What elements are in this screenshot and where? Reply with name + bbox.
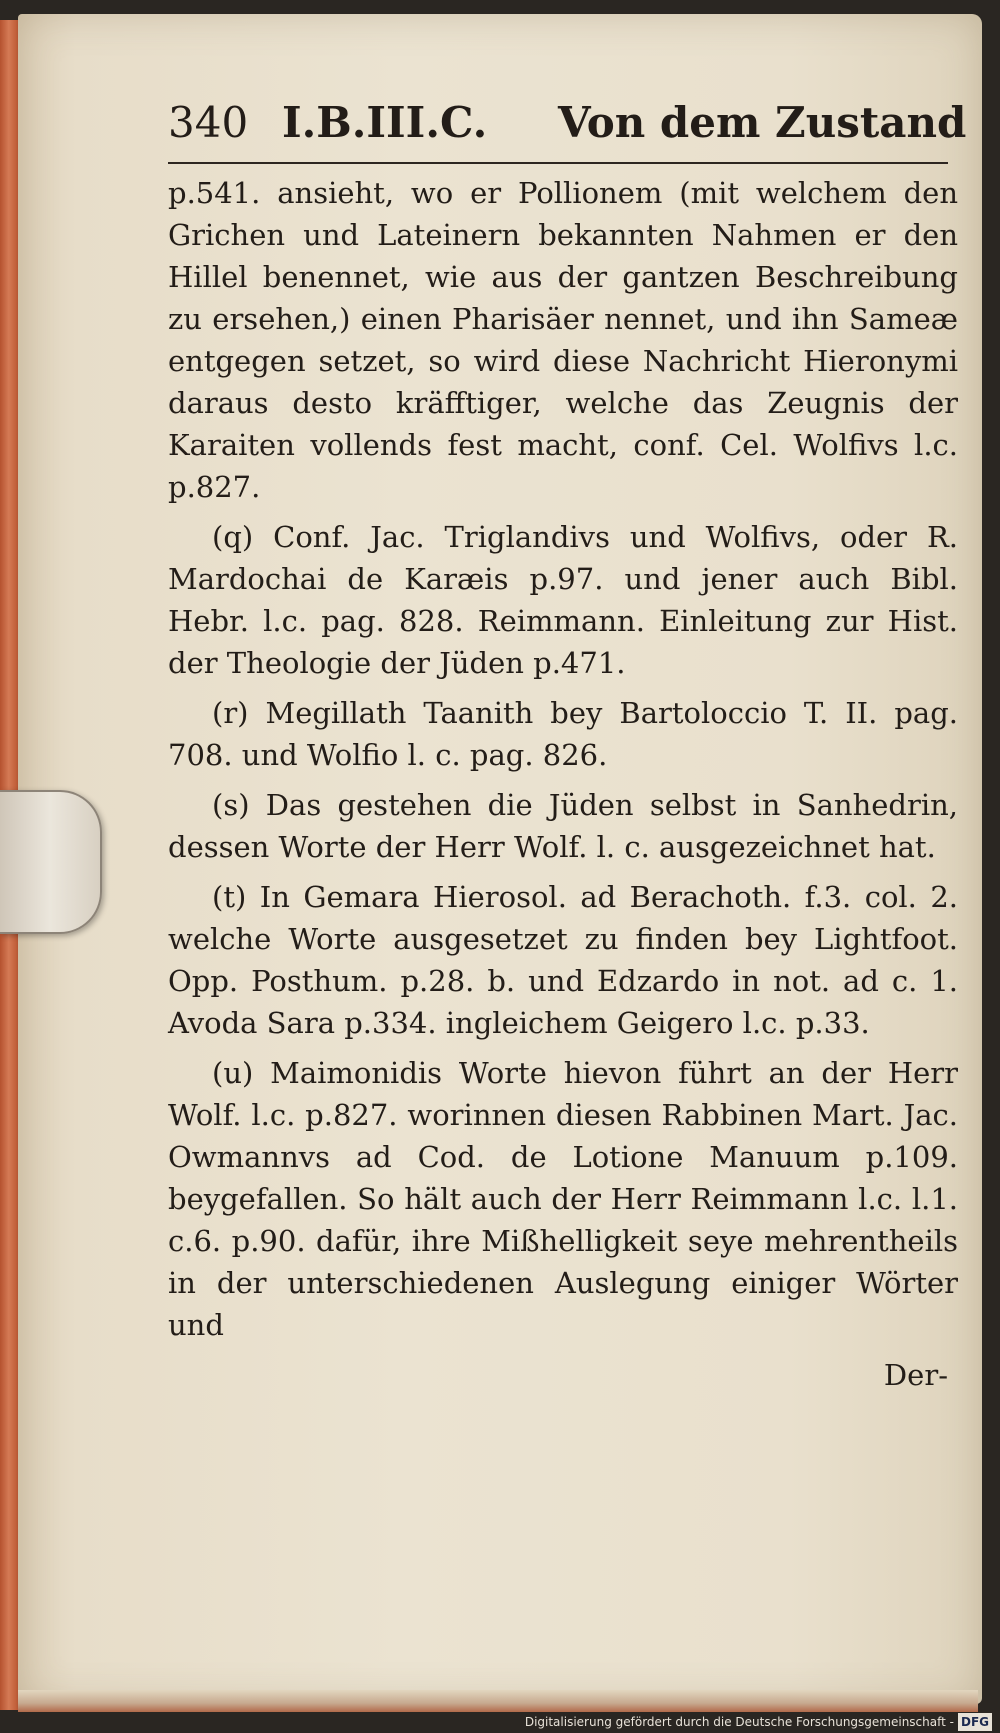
footnote-text: Das gestehen die Jüden selbst in Sanhedrin, dessen Worte der Herr Wolf. l. c. ausgezeichnet hat. bbox=[168, 788, 959, 864]
dfg-logo: DFG bbox=[958, 1713, 992, 1731]
footnote-t bbox=[168, 876, 958, 1044]
page-clip bbox=[0, 790, 102, 934]
footnote-u bbox=[168, 1052, 958, 1346]
footnote-label: (r) bbox=[212, 696, 249, 730]
section-reference: I.B.III.C. bbox=[282, 98, 488, 147]
footnote-text: p.541. ansieht, wo er Pollionem (mit welchem den Grichen und Lateinern bekannten Nahmen er den Hillel benennet, wie aus der gantzen Beschreibung zu ersehen,) einen Pharisäer nennet, und ihn Sameæ entgegen setzet, so wird diese Nachricht Hieronymi daraus desto kräfftiger, welche das Zeugnis der Karaiten vollends fest macht, conf. Cel. Wolfivs l.c. p.827. bbox=[168, 176, 958, 504]
footnote-s bbox=[168, 784, 958, 868]
footnote-continued bbox=[168, 172, 958, 508]
running-title: Von dem Zustand bbox=[558, 98, 967, 147]
footnote-label: (s) bbox=[212, 788, 250, 822]
running-header bbox=[168, 92, 967, 154]
footnote-text: Megillath Taanith bey Bartoloccio T. II. pag. 708. und Wolfio l. c. pag. 826. bbox=[168, 696, 958, 772]
credit-text: Digitalisierung gefördert durch die Deutsche Forschungsgemeinschaft - bbox=[524, 1715, 954, 1729]
footnote-label: (q) bbox=[212, 520, 254, 554]
catchword: Der- bbox=[883, 1358, 948, 1392]
footnote-text: In Gemara Hierosol. ad Berachoth. f.3. col. 2. welche Worte ausgesetzet zu finden bey Lightfoot. Opp. Posthum. p.28. b. und Edzardo in not. ad c. 1. Avoda Sara p.334. ingleichem Geigero l.c. p.33. bbox=[168, 880, 959, 1040]
page-text bbox=[168, 92, 967, 1396]
header-rule bbox=[168, 162, 948, 164]
page-bottom-edge bbox=[18, 1690, 978, 1712]
footnote-label: (u) bbox=[212, 1056, 254, 1090]
page-number: 340 bbox=[168, 98, 249, 147]
digitization-credit bbox=[525, 1713, 992, 1731]
footnote-label: (t) bbox=[212, 880, 247, 914]
footnote-text: Conf. Jac. Triglandivs und Wolfivs, oder R. Mardochai de Karæis p.97. und jener auch Bibl. Hebr. l.c. pag. 828. Reimmann. Einleitung zur Hist. der Theologie der Jüden p.471. bbox=[168, 520, 959, 680]
footnote-q bbox=[168, 516, 958, 684]
footnote-r bbox=[168, 692, 958, 776]
footnote-text: Maimonidis Worte hievon führt an der Herr Wolf. l.c. p.827. worinnen diesen Rabbinen Mart. Jac. Owmannvs ad Cod. de Lotione Manuum p.109. beygefallen. So hält auch der Herr Reimmann l.c. l.1. c.6. p.90. dafür, ihre Mißhelligkeit seye mehrentheils in der unterschiedenen Auslegung einiger Wörter und bbox=[168, 1056, 959, 1342]
